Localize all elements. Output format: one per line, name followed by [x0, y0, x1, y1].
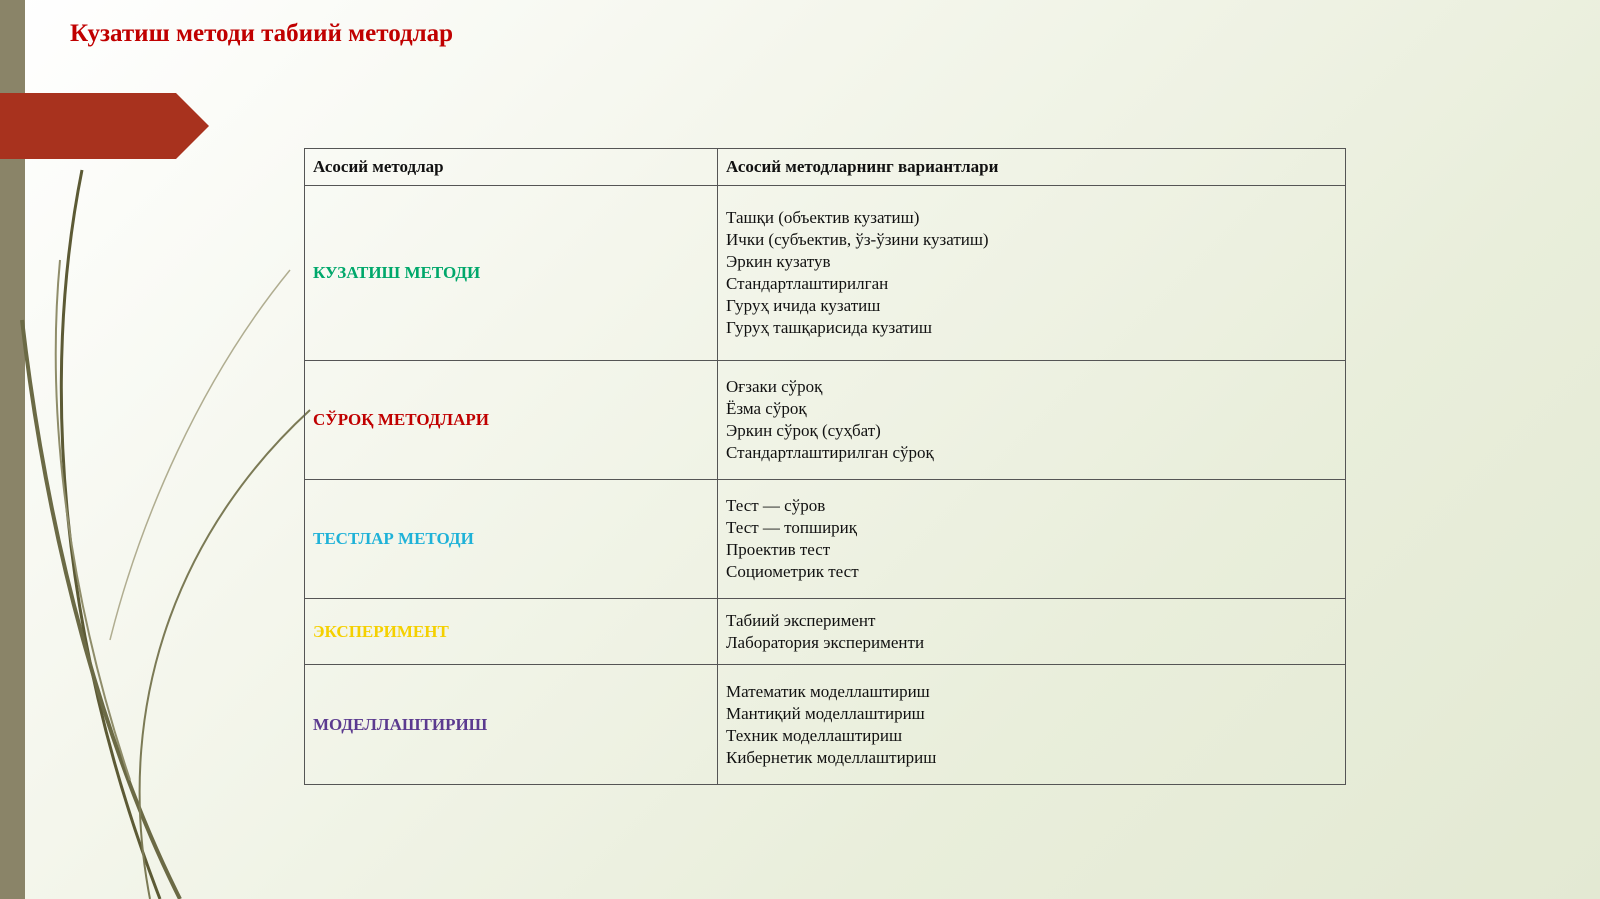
variant-item: Эркин сўроқ (суҳбат): [726, 421, 881, 440]
variant-item: Социометрик тест: [726, 562, 859, 581]
page-title: Кузатиш методи табиий методлар: [70, 20, 454, 47]
method-cell: [305, 599, 718, 665]
methods-table: [304, 148, 1346, 785]
variant-item: Кибернетик моделлаштириш: [726, 747, 937, 767]
variant-item: Мантиқий моделлаштириш: [726, 703, 925, 723]
method-cell: [305, 665, 718, 785]
variant-item: Эркин кузатув: [726, 252, 831, 271]
variant-item: Ташқи (объектив кузатиш): [726, 208, 920, 227]
variant-item: Стандартлаштирилган сўроқ: [726, 443, 934, 462]
variant-item: Табиий эксперимент: [726, 610, 876, 630]
variant-item: Техник моделлаштириш: [726, 725, 903, 745]
variants-cell: [718, 599, 1346, 665]
variant-item: Ёзма сўроқ: [726, 399, 807, 418]
variants-cell: [718, 186, 1346, 361]
method-cell: [305, 361, 718, 480]
method-name-survey: СЎРОҚ МЕТОДЛАРИ: [313, 410, 489, 429]
method-name-experiment: ЭКСПЕРИМЕНТ: [313, 621, 449, 641]
header-method-variants: Асосий методларнинг вариантлари: [718, 149, 1346, 186]
variant-item: Гуруҳ ичида кузатиш: [726, 296, 881, 315]
table-header-row: [305, 149, 1346, 186]
method-name-observation: КУЗАТИШ МЕТОДИ: [313, 263, 481, 282]
table-row: [305, 186, 1346, 361]
header-main-methods: Асосий методлар: [305, 149, 718, 186]
variant-item: Оғзаки сўроқ: [726, 377, 823, 396]
stem-line-4: [110, 270, 290, 640]
variant-item: Стандартлаштирилган: [726, 274, 889, 293]
table-row: [305, 361, 1346, 480]
variant-item: Лаборатория эксперименти: [726, 632, 925, 652]
method-cell: [305, 186, 718, 361]
variant-item: Проектив тест: [726, 540, 831, 559]
variant-item: Тест — топшириқ: [726, 518, 858, 537]
method-cell: [305, 480, 718, 599]
variants-cell: [718, 361, 1346, 480]
variant-item: Математик моделлаштириш: [726, 681, 930, 701]
variant-item: Гуруҳ ташқарисида кузатиш: [726, 318, 932, 337]
stem-line-3: [140, 410, 310, 899]
stem-line-2: [22, 320, 180, 899]
variant-item: Тест — сўров: [726, 496, 826, 515]
table-row: [305, 599, 1346, 665]
variants-cell: [718, 480, 1346, 599]
variants-cell: [718, 665, 1346, 785]
method-name-modeling: МОДЕЛЛАШТИРИШ: [313, 714, 488, 734]
decorative-stems: [0, 0, 320, 899]
stem-line-1: [61, 170, 160, 899]
table-row: [305, 480, 1346, 599]
table-row: [305, 665, 1346, 785]
variant-item: Ички (субъектив, ўз-ўзини кузатиш): [726, 230, 989, 249]
method-name-tests: ТЕСТЛАР МЕТОДИ: [313, 529, 474, 548]
